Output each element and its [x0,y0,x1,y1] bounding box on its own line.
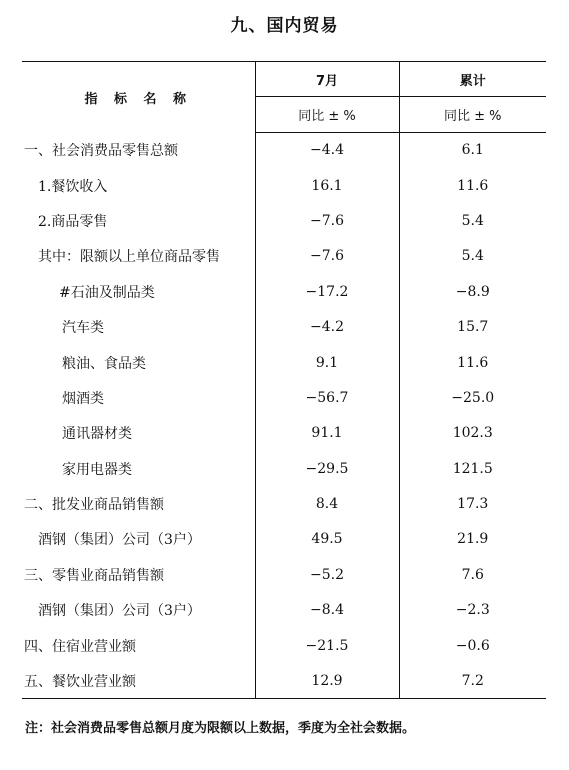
table-row [22,486,546,521]
cumulative-value: −25.0 [451,389,495,406]
table-row [22,345,546,380]
month-value: 8.4 [255,486,399,521]
cumulative-header: 累计 [399,62,546,97]
row-label: 通讯器材类 [22,416,255,451]
month-value: 16.1 [255,168,399,203]
month-value: 12.9 [255,663,399,698]
cumulative-value: 5.4 [461,212,484,229]
row-label: 四、住宿业营业额 [22,628,255,663]
row-label: 烟酒类 [22,380,255,415]
month-value: 91.1 [255,416,399,451]
row-label: 酒钢（集团）公司（3户） [22,522,255,557]
month-value: −17.2 [255,274,399,309]
cumulative-value: 21.9 [457,531,489,548]
table-row [22,309,546,344]
cumulative-value: 5.4 [461,248,484,265]
cumulative-value: −2.3 [455,602,490,619]
page-title: 九、国内贸易 [230,16,339,36]
cumulative-value: 102.3 [452,425,493,442]
row-label: 粮油、食品类 [22,345,255,380]
table-row [22,239,546,274]
cumulative-value: 17.3 [457,496,489,513]
month-value: −21.5 [255,628,399,663]
month-value: −4.2 [255,309,399,344]
table-row [22,203,546,238]
cumulative-value: −8.9 [455,283,490,300]
month-header: 7月 [255,62,399,97]
table-row [22,168,546,203]
table-row [22,557,546,592]
row-label: 三、零售业商品销售额 [22,557,255,592]
month-value: −29.5 [255,451,399,486]
cumulative-value: 15.7 [457,319,489,336]
cumulative-value: 11.6 [457,177,489,194]
row-label: 酒钢（集团）公司（3户） [22,593,255,628]
table-row [22,133,546,168]
month-value: 49.5 [255,522,399,557]
row-label: 家用电器类 [22,451,255,486]
cumulative-unit-header: 同比 ± % [399,97,546,133]
month-value: −8.4 [255,593,399,628]
table-row [22,593,546,628]
footnote: 注：社会消费品零售总额月度为限额以上数据，季度为全社会数据。 [25,721,416,736]
table-row [22,628,546,663]
table-row [22,522,546,557]
table-row [22,380,546,415]
month-value: −56.7 [255,380,399,415]
trade-table [22,61,546,699]
cumulative-value: 7.2 [399,663,546,698]
table-row [22,663,546,698]
row-label: 1.餐饮收入 [22,168,255,203]
row-label: 五、餐饮业营业额 [22,663,255,698]
month-value: −7.6 [255,239,399,274]
row-label: 其中：限额以上单位商品零售 [22,239,255,274]
cumulative-value: 7.6 [461,566,484,583]
row-label: 一、社会消费品零售总额 [22,133,255,168]
month-unit-header: 同比 ± % [255,97,399,133]
row-label: #石油及制品类 [22,274,255,309]
cumulative-value: 121.5 [452,460,493,477]
table-row [22,451,546,486]
indicator-header: 指 标 名 称 [22,62,255,133]
month-value: −5.2 [255,557,399,592]
cumulative-value: −0.6 [455,637,490,654]
row-label: 二、批发业商品销售额 [22,486,255,521]
row-label: 2.商品零售 [22,203,255,238]
month-value: −4.4 [255,133,399,168]
row-label: 汽车类 [22,309,255,344]
table-row [22,416,546,451]
month-value: −7.6 [255,203,399,238]
cumulative-value: 6.1 [461,142,484,159]
table-row [22,274,546,309]
cumulative-value: 11.6 [457,354,489,371]
month-value: 9.1 [255,345,399,380]
